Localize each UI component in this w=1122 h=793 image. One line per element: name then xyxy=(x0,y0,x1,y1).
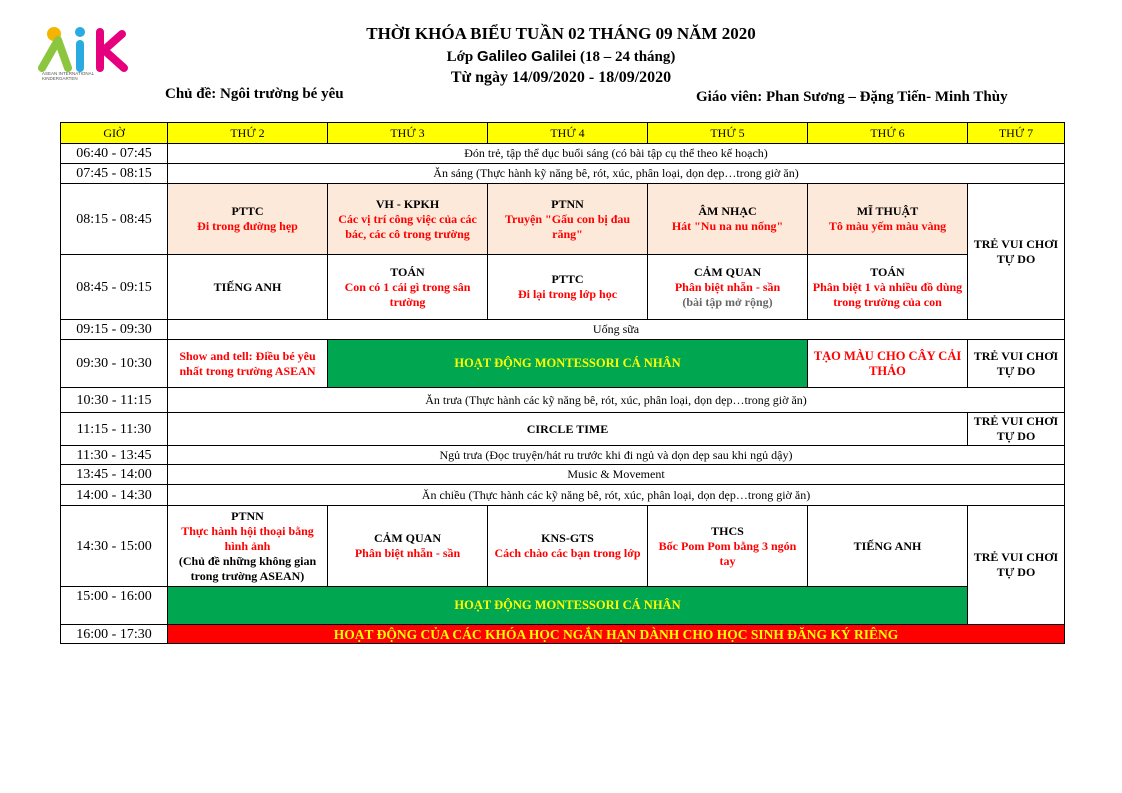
page-title: THỜI KHÓA BIỂU TUẦN 02 THÁNG 09 NĂM 2020 xyxy=(366,24,756,43)
lesson-title: VH - KPKH xyxy=(375,196,440,211)
lesson-cell xyxy=(328,255,488,320)
col-thu: THỨ 5 xyxy=(648,123,808,144)
lesson-cell xyxy=(648,255,808,320)
col-mon: THỨ 2 xyxy=(168,123,328,144)
time-cell: 14:00 - 14:30 xyxy=(61,485,168,506)
lesson-title: KNS-GTS xyxy=(541,531,594,545)
activity-cell: Music & Movement xyxy=(168,465,1065,485)
lesson-cell xyxy=(808,255,968,320)
lesson-cell xyxy=(808,184,968,255)
lesson-cell xyxy=(488,255,648,320)
table-row xyxy=(61,184,1065,255)
free-play-cell: TRẺ VUI CHƠI TỰ DO xyxy=(968,506,1065,625)
lesson-cell xyxy=(488,184,648,255)
lesson-desc: Cách chào các bạn trong lớp xyxy=(494,546,641,560)
lesson-cell: TẠO MÀU CHO CÂY CẢI THẢO xyxy=(808,340,968,388)
circle-time-cell: CIRCLE TIME xyxy=(168,413,968,446)
lesson-desc: Phân biệt nhẵn - sần xyxy=(354,546,461,560)
activity-cell: Ngủ trưa (Đọc truyện/hát ru trước khi đi ngủ và dọn dẹp sau khi ngủ dậy) xyxy=(168,446,1065,465)
time-cell: 13:45 - 14:00 xyxy=(61,465,168,485)
time-cell: 07:45 - 08:15 xyxy=(61,164,168,184)
lesson-desc: Đi trong đường hẹp xyxy=(197,219,298,233)
time-cell: 08:15 - 08:45 xyxy=(61,184,168,255)
time-cell: 06:40 - 07:45 xyxy=(61,144,168,164)
lesson-title: TOÁN xyxy=(870,264,905,279)
class-name: Galileo Galilei xyxy=(477,48,577,65)
activity-cell: Uống sữa xyxy=(168,320,1065,340)
table-row xyxy=(61,340,1065,388)
col-tue: THỨ 3 xyxy=(328,123,488,144)
class-prefix: Lớp xyxy=(446,49,477,65)
activity-cell: Ăn chiều (Thực hành các kỹ năng bê, rót, xúc, phân loại, dọn dẹp…trong giờ ăn) xyxy=(168,485,1065,506)
lesson-title: ÂM NHẠC xyxy=(698,204,757,218)
lesson-title: TOÁN xyxy=(390,264,425,279)
lesson-desc: Hát "Nu na nu nống" xyxy=(671,219,784,233)
col-sat: THỨ 7 xyxy=(968,123,1065,144)
lesson-desc: Con có 1 cái gì trong sân trường xyxy=(344,279,471,309)
lesson-cell xyxy=(488,506,648,587)
table-row xyxy=(61,485,1065,506)
lesson-cell xyxy=(328,184,488,255)
logo-letters: AIK xyxy=(138,28,140,29)
lesson-desc: Phân biệt nhẵn - sần xyxy=(674,279,781,294)
activity-cell: Ăn trưa (Thực hành các kỹ năng bê, rót, xúc, phân loại, dọn dẹp…trong giờ ăn) xyxy=(168,388,1065,413)
lesson-cell xyxy=(328,506,488,587)
time-cell: 10:30 - 11:15 xyxy=(61,388,168,413)
class-line xyxy=(0,48,1122,66)
lesson-title: PTTC xyxy=(231,204,264,218)
free-play-cell: TRẺ VUI CHƠI TỰ DO xyxy=(968,340,1065,388)
lesson-desc: Tô màu yếm màu vàng xyxy=(828,219,947,233)
logo-caption-2: KINDERGARTEN xyxy=(42,76,78,80)
lesson-cell: TIẾNG ANH xyxy=(168,255,328,320)
montessori-cell: HOẠT ĐỘNG MONTESSORI CÁ NHÂN xyxy=(168,587,968,625)
time-cell: 11:30 - 13:45 xyxy=(61,446,168,465)
time-cell: 14:30 - 15:00 xyxy=(61,506,168,587)
lesson-desc: Truyện "Gấu con bị đau răng" xyxy=(504,211,631,241)
activity-cell: Ăn sáng (Thực hành kỹ năng bê, rót, xúc, phân loại, dọn dẹp…trong giờ ăn) xyxy=(168,164,1065,184)
time-cell: 09:30 - 10:30 xyxy=(61,340,168,388)
time-cell: 09:15 - 09:30 xyxy=(61,320,168,340)
lesson-title: CẢM QUAN xyxy=(694,264,761,279)
free-play-cell: TRẺ VUI CHƠI TỰ DO xyxy=(968,184,1065,320)
lesson-title: PTNN xyxy=(231,508,264,523)
col-wed: THỨ 4 xyxy=(488,123,648,144)
time-cell: 16:00 - 17:30 xyxy=(61,625,168,644)
table-row xyxy=(61,164,1065,184)
time-cell: 08:45 - 09:15 xyxy=(61,255,168,320)
lesson-title: CẢM QUAN xyxy=(374,531,441,545)
time-cell: 15:00 - 16:00 xyxy=(61,587,168,625)
table-row xyxy=(61,413,1065,446)
table-row xyxy=(61,446,1065,465)
lesson-desc: Các vị trí công việc của các bác, các cô trong trường xyxy=(338,211,477,241)
lesson-title: PTTC xyxy=(551,272,584,286)
lesson-desc: Thực hành hội thoại bằng hình ảnh xyxy=(181,523,314,553)
lesson-cell xyxy=(648,184,808,255)
table-row xyxy=(61,506,1065,587)
lesson-note: (Chủ đề những không gian trong trường ASEAN) xyxy=(178,553,317,583)
lesson-cell: Show and tell: Điều bé yêu nhất trong trường ASEAN xyxy=(168,340,328,388)
table-row xyxy=(61,465,1065,485)
lesson-cell xyxy=(648,506,808,587)
activity-cell: Đón trẻ, tập thể dục buổi sáng (có bài tập cụ thể theo kế hoạch) xyxy=(168,144,1065,164)
table-row xyxy=(61,255,1065,320)
class-age: (18 – 24 tháng) xyxy=(576,49,676,65)
date-range: Từ ngày 14/09/2020 - 18/09/2020 xyxy=(450,69,672,86)
col-time: GIỜ xyxy=(61,123,168,144)
short-course-cell: HOẠT ĐỘNG CỦA CÁC KHÓA HỌC NGẮN HẠN DÀNH CHO HỌC SINH ĐĂNG KÝ RIÊNG xyxy=(168,625,1065,644)
free-play-cell: TRẺ VUI CHƠI TỰ DO xyxy=(968,413,1065,446)
lesson-cell: TIẾNG ANH xyxy=(808,506,968,587)
time-cell: 11:15 - 11:30 xyxy=(61,413,168,446)
logo-caption-1: ASEAN INTERNATIONAL xyxy=(42,71,95,76)
teachers: Giáo viên: Phan Sương – Đặng Tiến- Minh Thùy xyxy=(696,89,1008,105)
lesson-title: MĨ THUẬT xyxy=(856,204,919,218)
lesson-desc: Bốc Pom Pom bằng 3 ngón tay xyxy=(658,538,797,568)
montessori-cell: HOẠT ĐỘNG MONTESSORI CÁ NHÂN xyxy=(328,340,808,388)
col-fri: THỨ 6 xyxy=(808,123,968,144)
table-row xyxy=(61,144,1065,164)
lesson-cell xyxy=(168,506,328,587)
lesson-title: PTNN xyxy=(551,196,584,211)
lesson-title: THCS xyxy=(711,523,744,538)
table-row xyxy=(61,320,1065,340)
table-row xyxy=(61,388,1065,413)
topic: Chủ đề: Ngôi trường bé yêu xyxy=(165,86,344,102)
lesson-note: (bài tập mở rộng) xyxy=(682,294,773,309)
timetable xyxy=(60,122,1065,644)
lesson-desc: Đi lại trong lớp học xyxy=(517,287,618,301)
lesson-desc: Phân biệt 1 và nhiều đồ dùng trong trường của con xyxy=(812,279,963,309)
lesson-cell xyxy=(168,184,328,255)
table-row xyxy=(61,625,1065,644)
header-row xyxy=(61,123,1065,144)
table-row xyxy=(61,587,1065,625)
